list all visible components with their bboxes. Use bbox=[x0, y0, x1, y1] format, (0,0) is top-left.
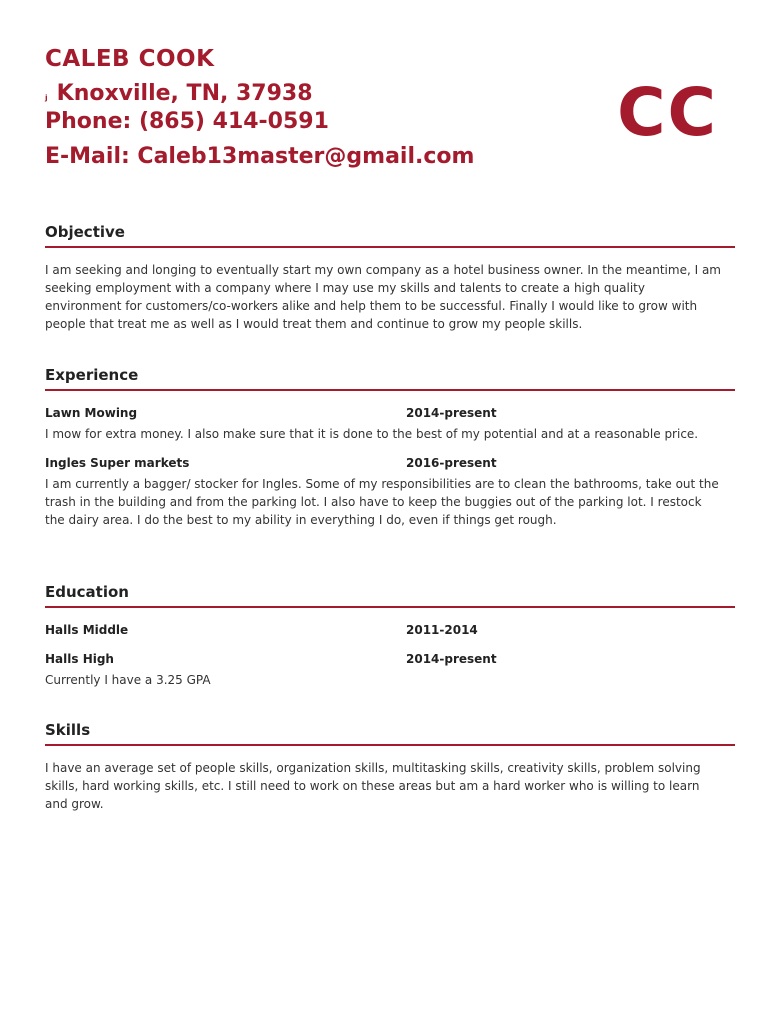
experience-entry bbox=[45, 404, 725, 443]
entry-date: 2014-present bbox=[406, 406, 497, 420]
entry-date: 2014-present bbox=[406, 652, 497, 666]
section-title-skills: Skills bbox=[45, 720, 735, 746]
entry-title: Ingles Super markets bbox=[45, 456, 190, 470]
entry-header bbox=[45, 650, 725, 668]
entry-header bbox=[45, 404, 725, 422]
entry-description: I mow for extra money. I also make sure that it is done to the best of my potential and at a reasonable price. bbox=[45, 427, 699, 441]
education-entry bbox=[45, 621, 725, 639]
entry-description: Currently I have a 3.25 GPA bbox=[45, 673, 211, 687]
entry-date: 2016-present bbox=[406, 456, 497, 470]
entry-title: Halls Middle bbox=[45, 623, 129, 637]
experience-entry bbox=[45, 454, 725, 529]
applicant-name: CALEB COOK bbox=[45, 46, 215, 72]
address-marker: ⱼ bbox=[45, 89, 48, 103]
section-title-experience: Experience bbox=[45, 365, 735, 391]
section-title-education: Education bbox=[45, 582, 735, 608]
education-section bbox=[45, 582, 735, 700]
entry-header bbox=[45, 621, 725, 639]
entry-date: 2011-2014 bbox=[406, 623, 478, 637]
objective-section bbox=[45, 222, 735, 333]
section-title-objective: Objective bbox=[45, 222, 735, 248]
resume-header bbox=[45, 44, 605, 171]
entry-header bbox=[45, 454, 725, 472]
experience-list bbox=[45, 404, 725, 529]
objective-text: I am seeking and longing to eventually start my own company as a hotel business owner. In the meantime, I am seeking employment with a company where I may use my skills and talents to create a high quality environment for customers/co-workers alike and help them to be successful. Finally I would like to grow with people that treat me as well as I would treat them and continue to grow my people skills. bbox=[45, 263, 721, 331]
monogram: CC bbox=[617, 74, 718, 151]
entry-description: I am currently a bagger/ stocker for Ingles. Some of my responsibilities are to clean the bathrooms, take out the trash in the building and from the parking lot. I also have to keep the buggies out of the parking lot. I restock the dairy area. I do the best to my ability in everything I do, even if things get rough. bbox=[45, 477, 719, 527]
education-list bbox=[45, 621, 725, 689]
skills-section bbox=[45, 720, 735, 813]
phone-line: Phone: (865) 414-0591 bbox=[45, 109, 329, 134]
skills-text: I have an average set of people skills, organization skills, multitasking skills, creativity skills, problem solving skills, hard working skills, etc. I still need to work on these areas but am a hard worker who is willing to learn and grow. bbox=[45, 761, 701, 811]
email-line: E-Mail: Caleb13master@gmail.com bbox=[45, 144, 475, 169]
address-text: Knoxville, TN, 37938 bbox=[56, 81, 313, 106]
entry-title: Lawn Mowing bbox=[45, 406, 138, 420]
address-line bbox=[45, 80, 605, 108]
entry-title: Halls High bbox=[45, 652, 114, 666]
education-entry bbox=[45, 650, 725, 689]
experience-section bbox=[45, 365, 735, 540]
